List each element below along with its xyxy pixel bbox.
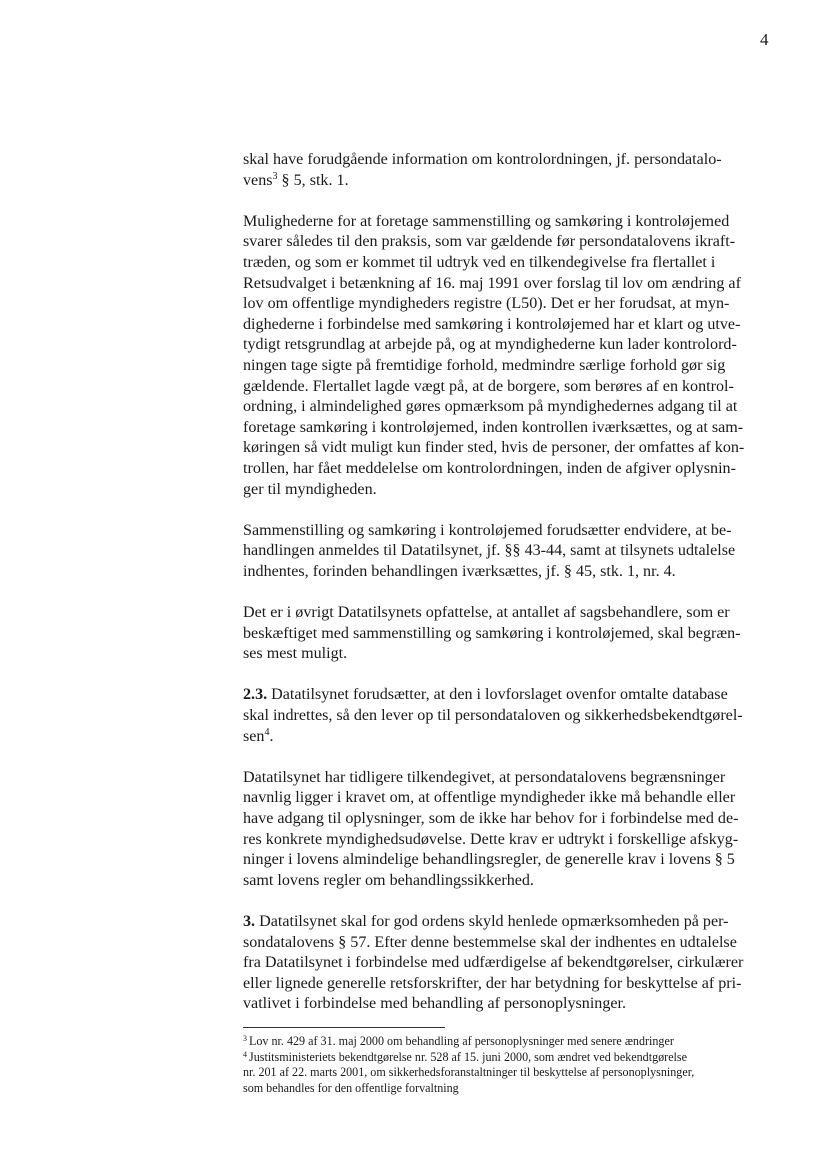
paragraph — [243, 603, 763, 665]
text-line — [243, 768, 763, 789]
line-text: Det er i øvrigt Datatilsynets opfattelse, at antallet af sagsbehandlere, som er — [243, 604, 730, 622]
text-line — [243, 294, 763, 315]
text-line — [243, 150, 763, 171]
text-line — [243, 459, 763, 480]
text-line — [243, 438, 763, 459]
line-text: vatlivet i forbindelse med behandling af personoplysninger. — [243, 995, 627, 1013]
footnote-number: 4 — [243, 1049, 247, 1059]
footnote-divider — [243, 1027, 445, 1028]
line-text: eller lignede generelle retsforskrifter, der har betydning for beskyttelse af pri- — [243, 974, 742, 992]
line-text: handlingen anmeldes til Datatilsynet, jf. §§ 43-44, samt at tilsynets udtalelse — [243, 542, 736, 560]
text-line — [243, 232, 763, 253]
text-line — [243, 603, 763, 624]
line-text: sen — [243, 727, 265, 745]
line-text: gældende. Flertallet lagde vægt på, at de borgere, som berøres af en kontrol- — [243, 377, 734, 395]
footnote-text: Lov nr. 429 af 31. maj 2000 om behandling af personoplysninger med senere ændringer — [249, 1034, 674, 1048]
text-line — [243, 788, 763, 809]
paragraph — [243, 912, 763, 1015]
page-number: 4 — [760, 30, 769, 49]
text-line — [243, 933, 763, 954]
line-text: have adgang til oplysninger, som de ikke har behov for i forbindelse med de- — [243, 810, 739, 827]
text-line — [243, 521, 763, 542]
line-text: ses mest muligt. — [243, 645, 348, 663]
text-line — [243, 994, 763, 1015]
footnote-line — [243, 1081, 783, 1097]
text-line — [243, 212, 763, 233]
text-line — [243, 480, 763, 501]
text-line — [243, 644, 763, 665]
line-text: ninger i lovens almindelige behandlingsregler, de generelle krav i lovens § 5 — [243, 851, 735, 869]
text-line — [243, 706, 763, 727]
text-line — [243, 974, 763, 995]
text-line — [243, 315, 763, 336]
line-text: lov om offentlige myndigheders registre (L50). Det er her forudsat, at myn- — [243, 295, 730, 313]
line-text: Datatilsynet har tidligere tilkendegivet, at persondatalovens begrænsninger — [243, 768, 726, 786]
footnote-marker: 4 — [264, 726, 270, 738]
line-text: ningen tage sigte på fremtidige forhold, medmindre særlige forhold gør sig — [243, 356, 726, 374]
text-line — [243, 335, 763, 356]
footnote-line — [243, 1065, 783, 1081]
line-text: dighederne i forbindelse med samkøring i kontroløjemed har et klart og utve- — [243, 315, 741, 333]
paragraph — [243, 768, 763, 892]
line-text: ordning, i almindelighed gøres opmærksom på myndighedernes adgang til at — [243, 398, 738, 416]
line-text: Datatilsynet skal for god ordens skyld henlede opmærksomheden på per- — [255, 912, 729, 930]
text-line — [243, 377, 763, 398]
line-text: Sammenstilling og samkøring i kontroløjemed forudsætter endvidere, at be- — [243, 521, 732, 539]
text-line — [243, 727, 763, 748]
text-line — [243, 809, 763, 830]
text-line — [243, 685, 763, 706]
line-text: trollen, har fået meddelelse om kontrolordningen, inden de afgiver oplysnin- — [243, 459, 736, 477]
line-text: skal indrettes, så den lever op til persondataloven og sikkerhedsbekendtgørel- — [243, 707, 743, 725]
footnote-text: nr. 201 af 22. marts 2001, om sikkerhedsforanstaltninger til beskyttelse af personoplysninger, — [243, 1065, 695, 1080]
line-text: samt lovens regler om behandlingssikkerhed. — [243, 871, 534, 889]
footnote-text: som behandles for den offentlige forvaltning — [243, 1080, 459, 1095]
text-line — [243, 418, 763, 439]
footnote-text: Justitsministeriets bekendtgørelse nr. 528 af 15. juni 2000, som ændret ved bekendtgørelse — [249, 1049, 687, 1064]
footnote-number: 3 — [243, 1034, 247, 1043]
line-text: Retsudvalget i betænkning af 16. maj 1991 over forslag til lov om ændring af — [243, 274, 741, 292]
text-line — [243, 912, 763, 933]
footnote — [243, 1034, 783, 1050]
section-number: 2.3. — [243, 686, 268, 704]
paragraph — [243, 521, 763, 583]
line-text: skal have forudgående information om kontrolordningen, jf. persondatalo- — [243, 151, 722, 168]
line-text: fra Datatilsynet i forbindelse med udfærdigelse af bekendtgørelser, cirkulærer — [243, 954, 744, 972]
footnotes — [243, 1034, 783, 1096]
body-text — [243, 150, 763, 1015]
footnote-marker: 3 — [272, 170, 278, 182]
footnote-line — [243, 1034, 783, 1050]
line-text: ger til myndigheden. — [243, 480, 377, 498]
text-line — [243, 953, 763, 974]
line-text: beskæftiget med sammenstilling og samkøring i kontroløjemed, skal begræn- — [243, 624, 741, 642]
text-line — [243, 274, 763, 295]
line-text: Datatilsynet forudsætter, at den i lovforslaget ovenfor omtalte database — [267, 686, 728, 704]
line-text: tydigt retsgrundlag at arbejde på, og at myndighederne kun lader kontrolord- — [243, 336, 737, 354]
line-text-after: . — [269, 727, 274, 745]
section-number: 3. — [243, 912, 256, 930]
line-text: navnlig ligger i kravet om, at offentlige myndigheder ikke må behandle eller — [243, 789, 736, 807]
line-text: køringen så vidt muligt kun finder sted, hvis de personer, der omfattes af kon- — [243, 439, 745, 457]
text-line — [243, 253, 763, 274]
text-line — [243, 541, 763, 562]
line-text: vens — [243, 171, 273, 189]
paragraph — [243, 212, 763, 500]
text-line — [243, 356, 763, 377]
text-line — [243, 562, 763, 583]
line-text: foretage samkøring i kontroløjemed, inden kontrollen iværksættes, og at sam- — [243, 418, 744, 436]
text-line — [243, 624, 763, 645]
line-text: Mulighederne for at foretage sammenstilling og samkøring i kontroløjemed — [243, 212, 730, 230]
footnote — [243, 1050, 783, 1097]
line-text: res konkrete myndighedsudøvelse. Dette krav er udtrykt i forskellige afskyg- — [243, 830, 739, 848]
text-line — [243, 830, 763, 851]
text-line — [243, 171, 763, 192]
line-text: indhentes, forinden behandlingen iværksættes, jf. § 45, stk. 1, nr. 4. — [243, 562, 676, 580]
footnote-line — [243, 1050, 783, 1066]
line-text: sondatalovens § 57. Efter denne bestemmelse skal der indhentes en udtalelse — [243, 933, 737, 951]
text-line — [243, 850, 763, 871]
text-line — [243, 871, 763, 892]
line-text: svarer således til den praksis, som var gældende før persondatalovens ikraft- — [243, 233, 736, 251]
line-text: træden, og som er kommet til udtryk ved en tilkendegivelse fra flertallet i — [243, 253, 716, 271]
text-line — [243, 397, 763, 418]
paragraph — [243, 150, 763, 191]
line-text-after: § 5, stk. 1. — [277, 171, 349, 189]
paragraph — [243, 685, 763, 747]
